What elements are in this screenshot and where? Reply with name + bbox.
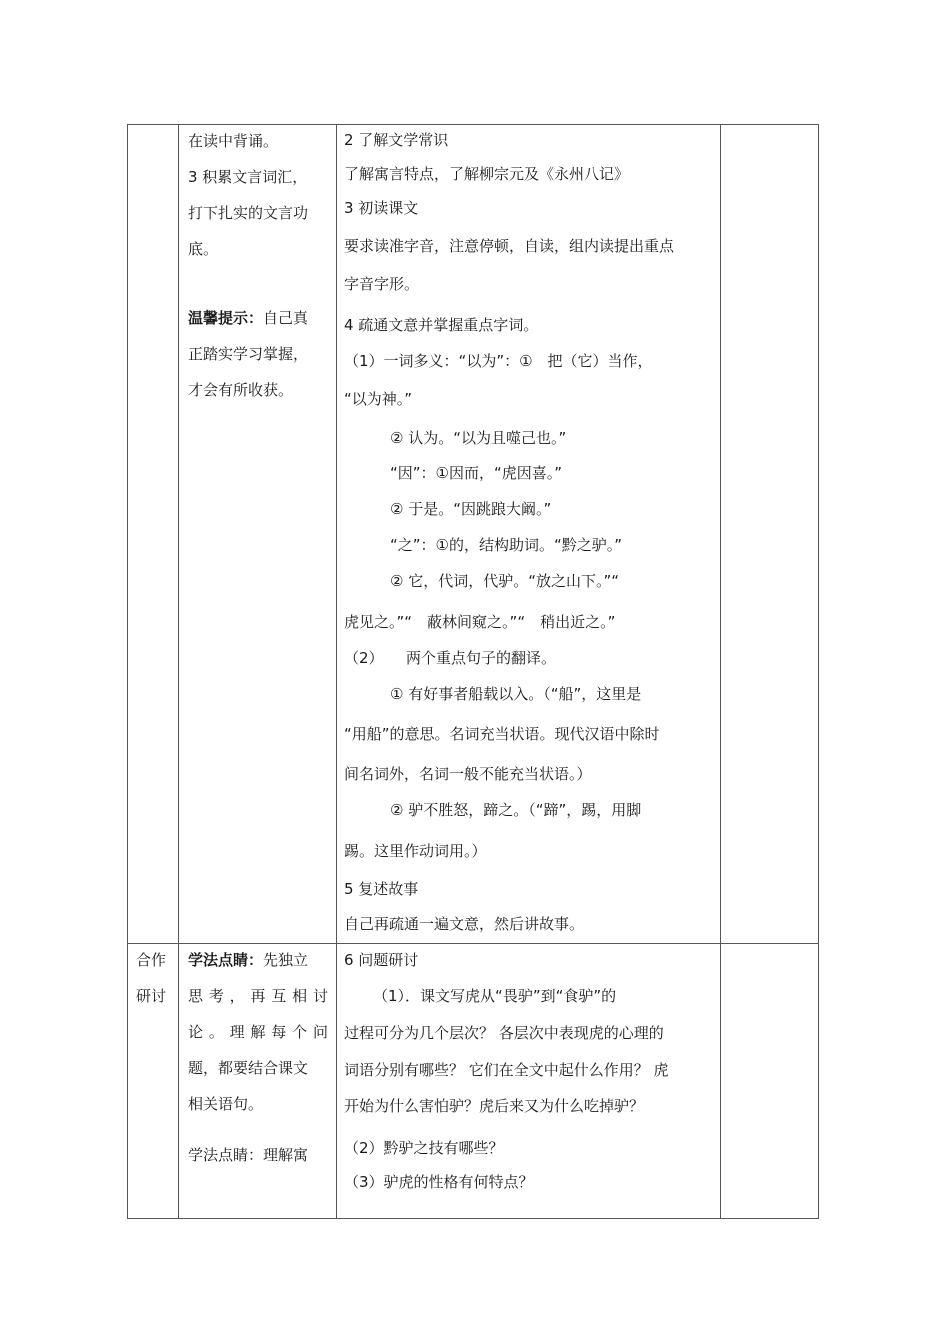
content-line: （1）一词多义：“以为”：① 把（它）当作， — [344, 352, 653, 370]
stage-label: 合作 — [136, 951, 167, 969]
content-line: 了解寓言特点，了解柳宗元及《永州八记》 — [344, 165, 630, 183]
content-line: 过程可分为几个层次？ 各层次中表现虎的心理的 — [344, 1024, 664, 1042]
content-line: 2 了解文学常识 — [344, 131, 449, 149]
content-line: “以为神。” — [344, 390, 413, 408]
tip-line: 才会有所收获。 — [188, 381, 294, 399]
method-line: 论。理解每个问 — [188, 1023, 328, 1041]
notes-cell — [721, 125, 819, 944]
content-line: （3）驴虎的性格有何特点？ — [344, 1173, 534, 1191]
tip-line: 正踏实学习掌握， — [188, 345, 309, 363]
stage-cell — [128, 125, 179, 944]
content-line: ① 有好事者船载以入。（“船”，这里是 — [390, 685, 642, 703]
method-line: 底。 — [188, 240, 219, 258]
table-row — [128, 944, 819, 1219]
content-line: 开始为什么害怕驴？虎后来又为什么吃掉驴？ — [344, 1097, 645, 1115]
content-line: （2）黔驴之技有哪些？ — [344, 1139, 504, 1157]
content-line: ② 于是。“因跳踉大阚。” — [390, 500, 552, 518]
method-tip-text: 先独立 — [263, 951, 309, 969]
content-line: 要求读准字音，注意停顿，自读，组内读提出重点 — [344, 237, 675, 255]
content-line: 3 初读课文 — [344, 199, 419, 217]
method-line: 3 积累文言词汇， — [188, 168, 308, 186]
content-line: “因”：①因而，“虎因喜。” — [390, 464, 563, 482]
method-line: 在读中背诵。 — [188, 132, 279, 150]
content-line: ② 认为。“以为且噬己也。” — [390, 429, 567, 447]
tip-label: 温馨提示： — [188, 309, 264, 327]
content-line: 4 疏通文意并掌握重点字词。 — [344, 316, 539, 334]
tip-line — [188, 307, 308, 328]
content-line: ② 它，代词，代驴。“放之山下。”“ — [390, 572, 620, 590]
method-line: 思考，再互相讨 — [188, 987, 328, 1005]
method-line: 题，都要结合课文 — [188, 1059, 309, 1077]
content-line: 字音字形。 — [344, 275, 420, 293]
content-line: （2） 两个重点句子的翻译。 — [344, 649, 557, 667]
content-line: 踢。这里作动词用。） — [344, 842, 487, 860]
method-cell — [179, 944, 337, 1219]
stage-cell — [128, 944, 179, 1219]
method-cell — [179, 125, 337, 944]
method-line — [188, 949, 308, 970]
method-line: 打下扎实的文言功 — [188, 204, 309, 222]
stage-label: 研讨 — [136, 987, 167, 1005]
content-line: 虎见之。”“ 蔽林间窥之。”“ 稍出近之。” — [344, 613, 616, 631]
content-line: 6 问题研讨 — [344, 951, 419, 969]
method-line: 学法点睛：理解寓 — [188, 1146, 309, 1164]
content-cell — [337, 944, 721, 1219]
content-line: 间名词外，名词一般不能充当状语。） — [344, 765, 592, 783]
notes-cell — [721, 944, 819, 1219]
content-line: “用船”的意思。名词充当状语。现代汉语中除时 — [344, 725, 660, 743]
content-line: “之”：①的，结构助词。“黔之驴。” — [390, 536, 623, 554]
method-line: 相关语句。 — [188, 1095, 264, 1113]
method-tip-label: 学法点睛： — [188, 951, 264, 969]
content-line: 词语分别有哪些？ 它们在全文中起什么作用？ 虎 — [344, 1061, 669, 1079]
content-line: （1）．课文写虎从“畏驴”到“食驴”的 — [373, 987, 617, 1005]
lesson-plan-table — [127, 124, 819, 1219]
content-line: 自己再疏通一遍文意，然后讲故事。 — [344, 915, 585, 933]
tip-text: 自己真 — [263, 309, 309, 327]
table-row — [128, 125, 819, 944]
content-line: 5 复述故事 — [344, 880, 419, 898]
content-cell — [337, 125, 721, 944]
content-line: ② 驴不胜怒，蹄之。（“蹄”，踢，用脚 — [390, 801, 642, 819]
